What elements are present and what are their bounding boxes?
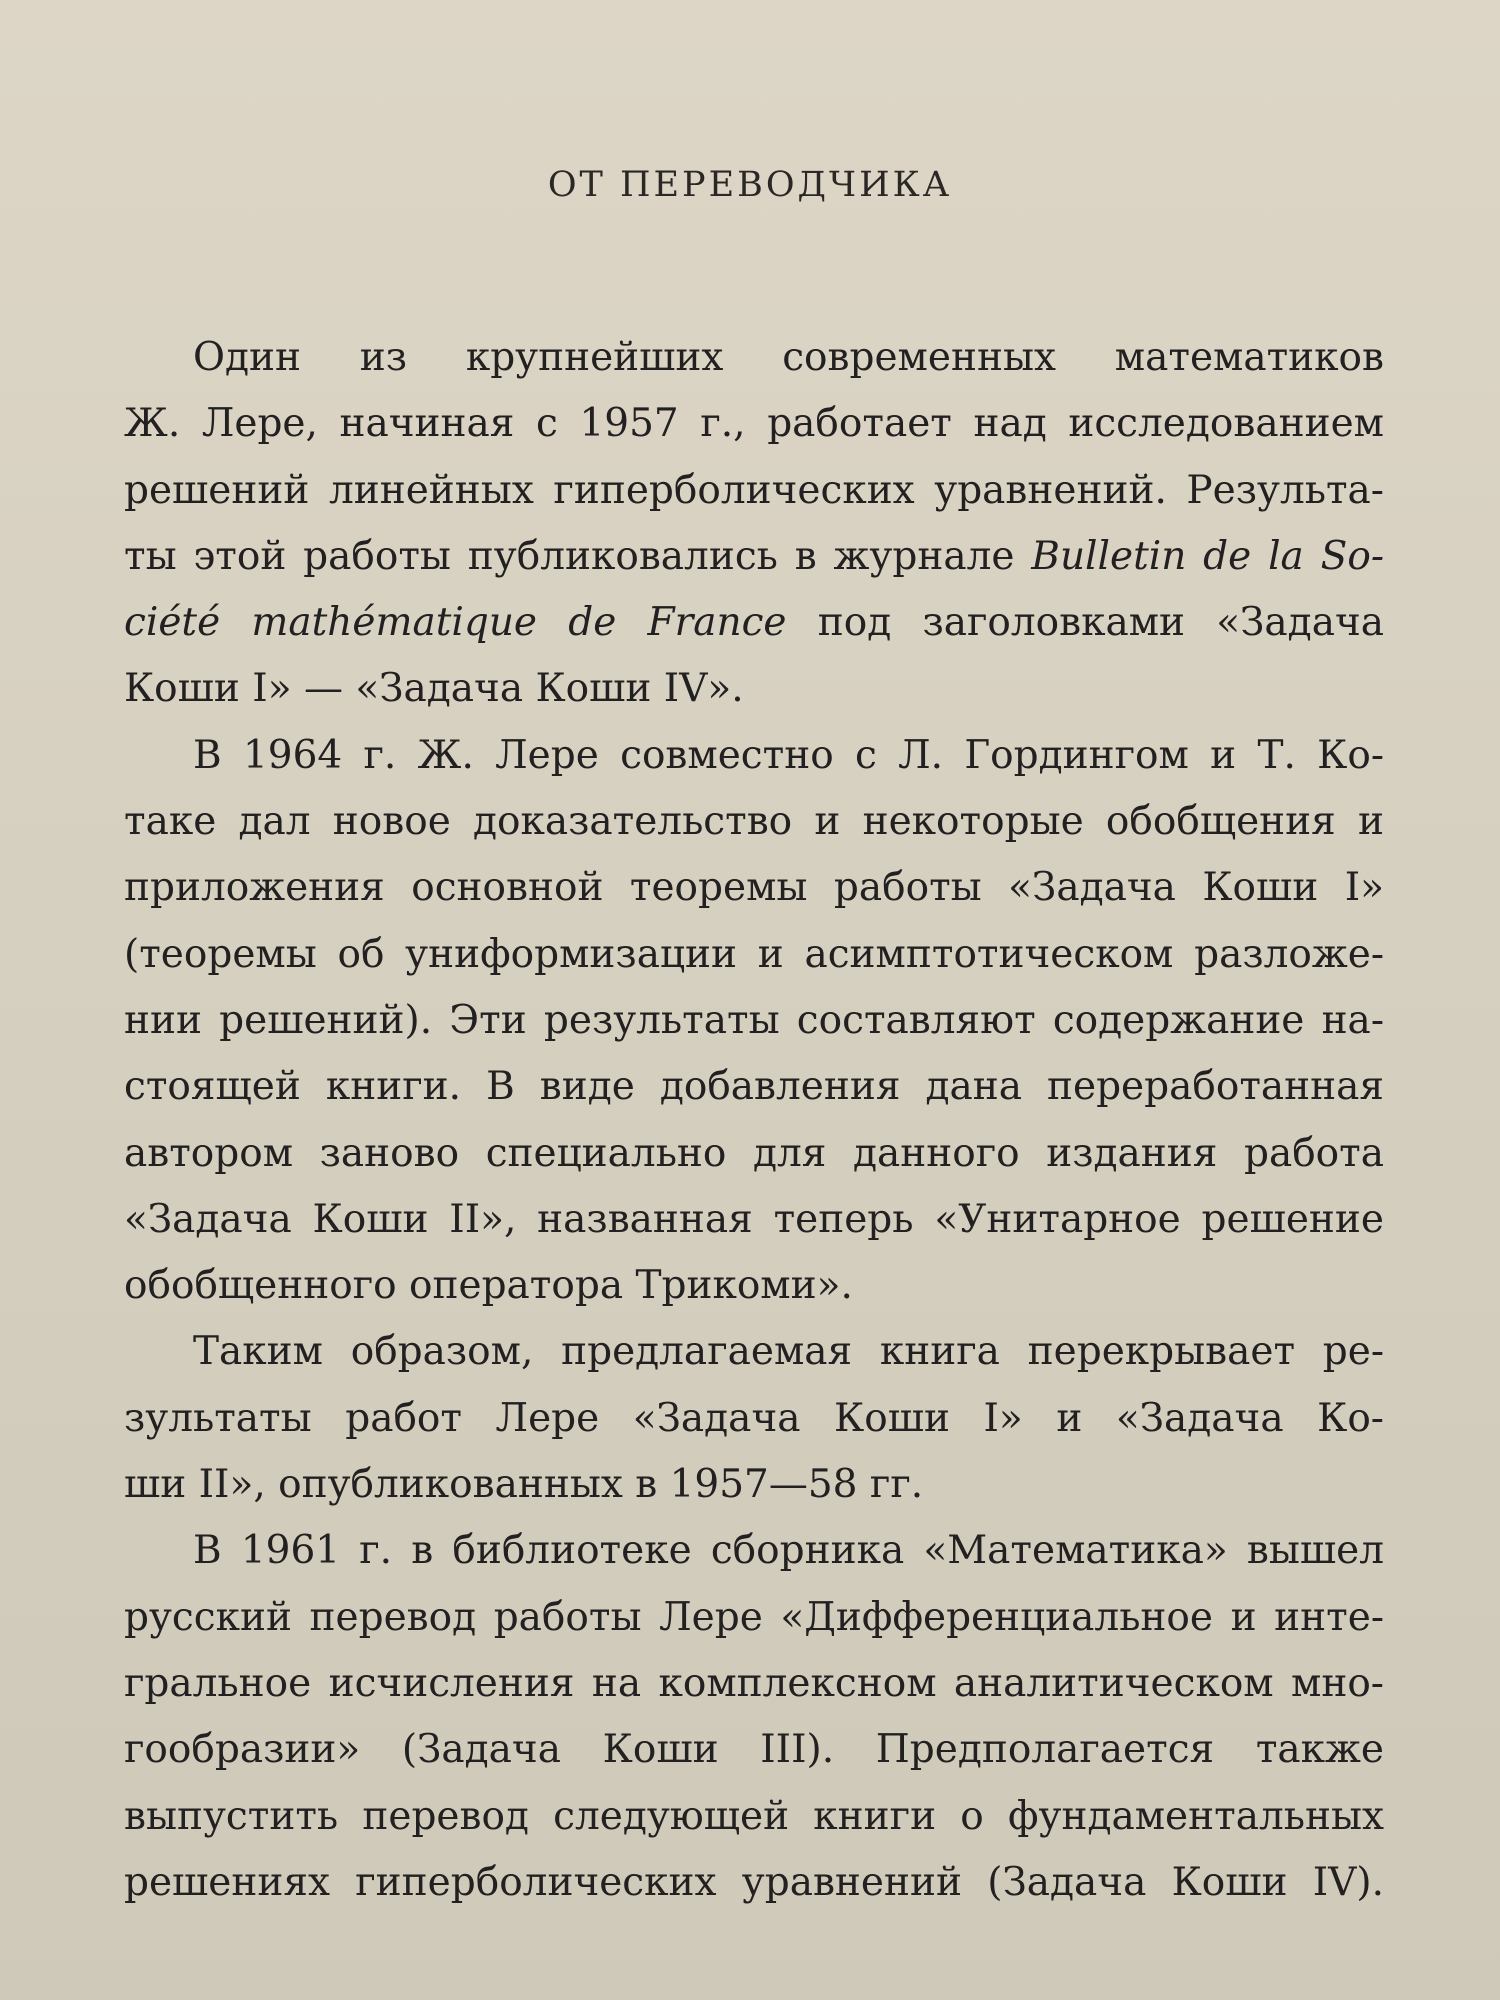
journal-title-part: ciété mathématique de France bbox=[124, 600, 787, 646]
body-text bbox=[124, 325, 1384, 1916]
text-line: гообразии» (Задача Коши III). Предполагается также bbox=[124, 1727, 1384, 1773]
text-line: Таким образом, предлагаемая книга перекрывает ре- bbox=[193, 1329, 1384, 1375]
text-line: решениях гиперболических уравнений (Задача Коши IV). bbox=[124, 1859, 1384, 1905]
text-line: ши II», опубликованных в 1957—58 гг. bbox=[124, 1462, 924, 1508]
text-segment: ты этой работы публиковались в журнале bbox=[124, 533, 1015, 579]
text-line: В 1961 г. в библиотеке сборника «Математика» вышел bbox=[193, 1528, 1384, 1574]
text-line: выпустить перевод следующей книги о фундаментальных bbox=[124, 1793, 1384, 1839]
text-line: зультаты работ Лере «Задача Коши I» и «Задача Ко- bbox=[124, 1395, 1384, 1441]
text-line bbox=[124, 524, 1384, 590]
text-line: обобщенного оператора Трикоми». bbox=[124, 1263, 853, 1309]
paragraph-2 bbox=[124, 723, 1384, 1320]
text-line: решений линейных гиперболических уравнений. Результа- bbox=[124, 467, 1384, 513]
text-line: стоящей книги. В виде добавления дана переработанная bbox=[124, 1064, 1384, 1110]
text-line: нии решений). Эти результаты составляют содержание на- bbox=[124, 997, 1384, 1043]
text-line: автором заново специально для данного издания работа bbox=[124, 1130, 1384, 1176]
journal-title-part: Bulletin de la So- bbox=[1031, 533, 1385, 579]
text-line: русский перевод работы Лере «Дифференциальное и инте- bbox=[124, 1594, 1384, 1640]
paragraph-1 bbox=[124, 325, 1384, 723]
paragraph-4 bbox=[124, 1518, 1384, 1916]
paragraph-3 bbox=[124, 1319, 1384, 1518]
text-line: приложения основной теоремы работы «Задача Коши I» bbox=[124, 865, 1384, 911]
text-line bbox=[124, 590, 1384, 656]
text-line: таке дал новое доказательство и некоторые обобщения и bbox=[124, 799, 1384, 845]
text-line: Один из крупнейших современных математиков bbox=[193, 335, 1384, 380]
text-line: «Задача Коши II», названная теперь «Унитарное решение bbox=[124, 1196, 1384, 1242]
text-line: Коши I» — «Задача Коши IV». bbox=[124, 666, 744, 712]
text-line: В 1964 г. Ж. Лере совместно с Л. Гордингом и Т. Ко- bbox=[193, 732, 1384, 778]
page-title: ОТ ПЕРЕВОДЧИКА bbox=[547, 165, 953, 205]
text-line: Ж. Лере, начиная с 1957 г., работает над исследованием bbox=[124, 401, 1384, 447]
text-line: гральное исчисления на комплексном аналитическом мно- bbox=[124, 1660, 1384, 1706]
text-segment: под заголовками «Задача bbox=[817, 600, 1384, 646]
text-line: (теоремы об униформизации и асимптотическом разложе- bbox=[124, 931, 1384, 977]
